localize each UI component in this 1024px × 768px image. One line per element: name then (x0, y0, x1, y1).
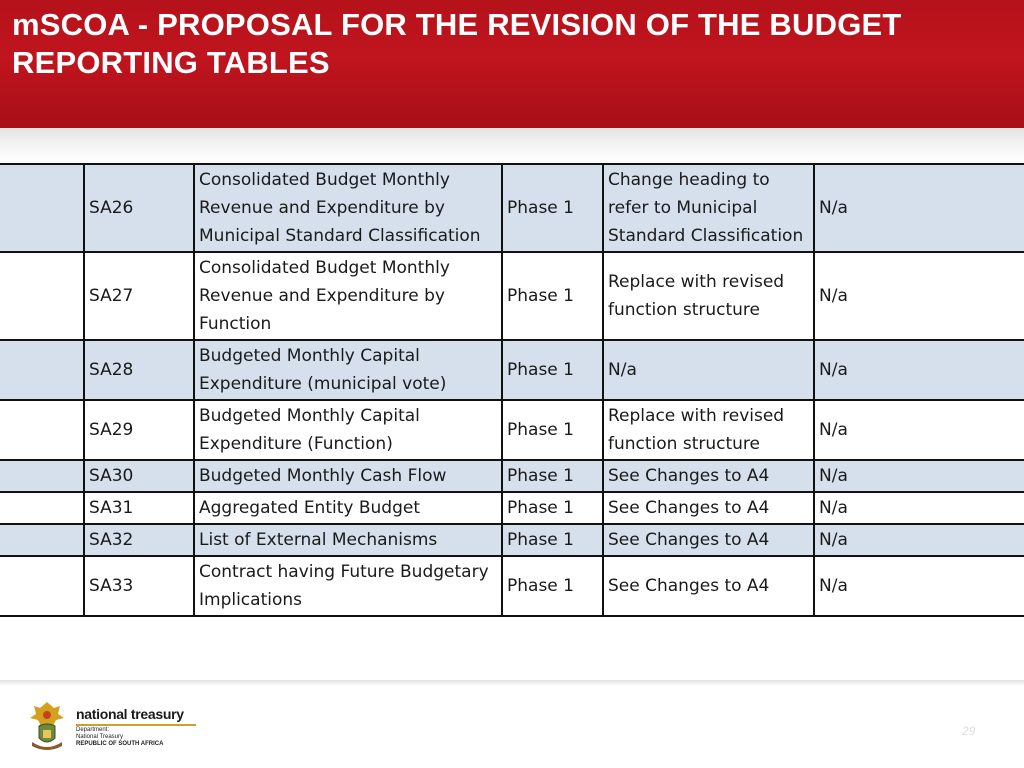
budget-tables-grid (0, 163, 1024, 617)
notes-cell: N/a (814, 340, 1024, 400)
phase-cell: Phase 1 (502, 164, 603, 252)
national-treasury-logo (26, 698, 186, 754)
change-cell: Replace with revised function structure (603, 400, 814, 460)
code-cell: SA31 (84, 492, 194, 524)
description-cell: Contract having Future Budgetary Implications (194, 556, 502, 616)
row-marker-cell (0, 524, 84, 556)
page-number: 29 (962, 724, 976, 738)
logo-rule (76, 724, 196, 726)
row-marker-cell (0, 460, 84, 492)
notes-cell: N/a (814, 252, 1024, 340)
change-cell: Change heading to refer to Municipal Standard Classification (603, 164, 814, 252)
row-marker-cell (0, 340, 84, 400)
description-cell: Consolidated Budget Monthly Revenue and Expenditure by Municipal Standard Classification (194, 164, 502, 252)
table-row (0, 340, 1024, 400)
description-cell: Budgeted Monthly Capital Expenditure (Function) (194, 400, 502, 460)
description-cell: Consolidated Budget Monthly Revenue and Expenditure by Function (194, 252, 502, 340)
change-cell: See Changes to A4 (603, 460, 814, 492)
change-cell: Replace with revised function structure (603, 252, 814, 340)
row-marker-cell (0, 400, 84, 460)
page-title: mSCOA - PROPOSAL FOR THE REVISION OF THE BUDGET REPORTING TABLES (12, 7, 902, 80)
table-row (0, 492, 1024, 524)
logo-department-name: National Treasury (76, 734, 124, 740)
phase-cell: Phase 1 (502, 460, 603, 492)
code-cell: SA29 (84, 400, 194, 460)
notes-cell: N/a (814, 556, 1024, 616)
phase-cell: Phase 1 (502, 556, 603, 616)
code-cell: SA27 (84, 252, 194, 340)
notes-cell: N/a (814, 400, 1024, 460)
phase-cell: Phase 1 (502, 524, 603, 556)
table-row (0, 252, 1024, 340)
phase-cell: Phase 1 (502, 492, 603, 524)
description-cell: List of External Mechanisms (194, 524, 502, 556)
table-row (0, 460, 1024, 492)
banner-shadow (0, 128, 1024, 162)
code-cell: SA30 (84, 460, 194, 492)
phase-cell: Phase 1 (502, 400, 603, 460)
row-marker-cell (0, 252, 84, 340)
logo-department: Department: (76, 727, 110, 733)
change-cell: N/a (603, 340, 814, 400)
logo-subtitle (76, 727, 163, 748)
row-marker-cell (0, 164, 84, 252)
row-marker-cell (0, 556, 84, 616)
notes-cell: N/a (814, 164, 1024, 252)
notes-cell: N/a (814, 492, 1024, 524)
coat-of-arms-icon (26, 698, 68, 754)
code-cell: SA28 (84, 340, 194, 400)
description-cell: Aggregated Entity Budget (194, 492, 502, 524)
footer-divider (0, 680, 1024, 686)
code-cell: SA26 (84, 164, 194, 252)
description-cell: Budgeted Monthly Cash Flow (194, 460, 502, 492)
code-cell: SA33 (84, 556, 194, 616)
logo-country: REPUBLIC OF SOUTH AFRICA (76, 741, 164, 747)
table-row (0, 400, 1024, 460)
logo-wordmark: national treasury (76, 706, 184, 722)
notes-cell: N/a (814, 460, 1024, 492)
title-banner (0, 0, 1024, 128)
code-cell: SA32 (84, 524, 194, 556)
description-cell: Budgeted Monthly Capital Expenditure (municipal vote) (194, 340, 502, 400)
phase-cell: Phase 1 (502, 252, 603, 340)
table-row (0, 524, 1024, 556)
table-row (0, 556, 1024, 616)
notes-cell: N/a (814, 524, 1024, 556)
row-marker-cell (0, 492, 84, 524)
phase-cell: Phase 1 (502, 340, 603, 400)
change-cell: See Changes to A4 (603, 492, 814, 524)
change-cell: See Changes to A4 (603, 556, 814, 616)
table-body (0, 164, 1024, 616)
table-row (0, 164, 1024, 252)
change-cell: See Changes to A4 (603, 524, 814, 556)
